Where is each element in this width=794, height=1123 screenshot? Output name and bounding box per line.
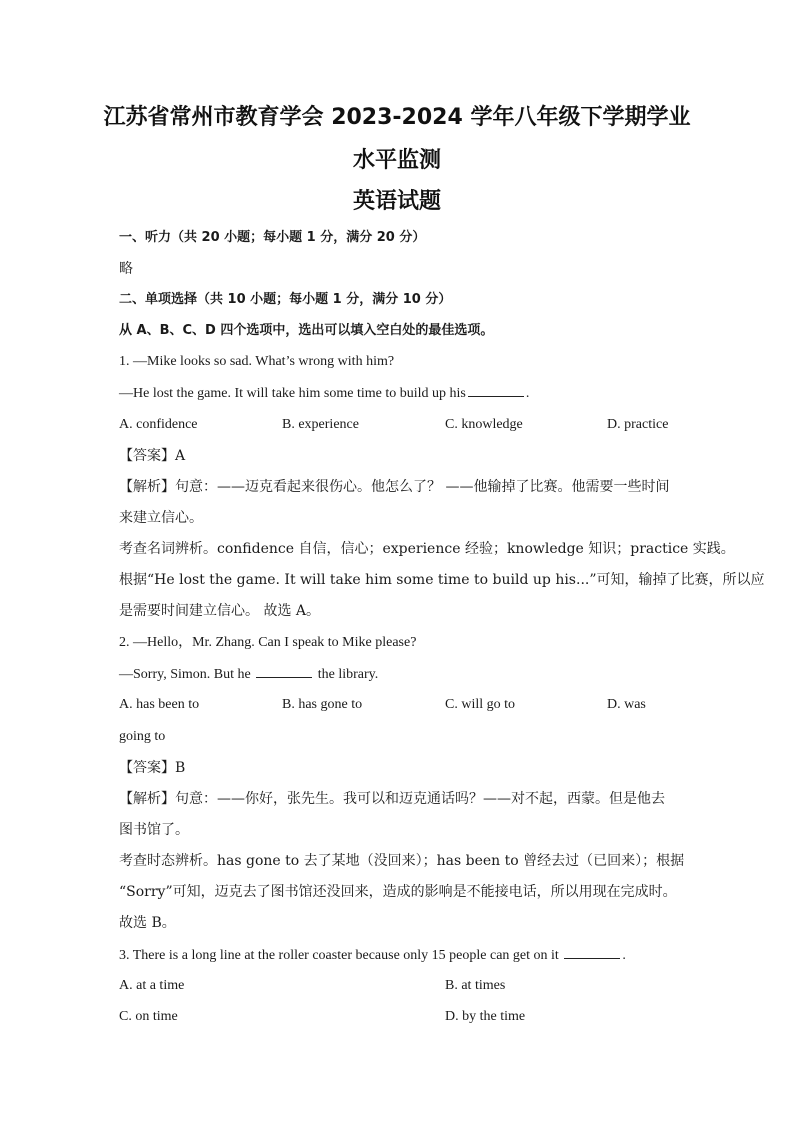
q2-option-c: C. will go to bbox=[445, 697, 516, 712]
exam-title-line2: 水平监测 bbox=[352, 148, 441, 173]
q2-option-a: A. has been to bbox=[119, 697, 200, 712]
q2-analysis-line4: “Sorry”可知，迈克去了图书馆还没回来，造成的影响是不能接电话，所以用现在完成时。 bbox=[119, 884, 677, 900]
q2-analysis-line1: 【解析】句意：——你好，张先生。我可以和迈克通话吗？——对不起，西蒙。但是他去 bbox=[119, 791, 665, 807]
q3-option-d: D. by the time bbox=[445, 1009, 526, 1024]
q2-line2-text: —Sorry, Simon. But he bbox=[119, 667, 251, 682]
q1-analysis-line4: 根据“He lost the game. It will take him some time to build up his...”可知，输掉了比赛，所以应 bbox=[119, 572, 765, 588]
q1-option-a: A. confidence bbox=[119, 417, 198, 432]
q1-line2-end: . bbox=[525, 386, 530, 401]
q1-blank bbox=[468, 383, 524, 397]
exam-subject-title: 英语试题 bbox=[352, 189, 441, 214]
q1-line2 bbox=[119, 383, 529, 404]
q1-line2-text: —He lost the game. It will take him some time to build up his bbox=[119, 386, 466, 401]
exam-title-line1: 江苏省常州市教育学会 2023-2024 学年八年级下学期学业 bbox=[103, 105, 691, 130]
q3-line1-end: . bbox=[622, 948, 626, 963]
listening-section-body: 略 bbox=[119, 261, 133, 277]
q2-answer: 【答案】B bbox=[119, 760, 186, 776]
q2-option-d: D. was bbox=[607, 697, 646, 712]
q2-analysis-line5: 故选 B。 bbox=[119, 915, 176, 931]
choice-instruction: 从 A、B、C、D 四个选项中，选出可以填入空白处的最佳选项。 bbox=[119, 323, 494, 338]
q2-analysis-line2: 图书馆了。 bbox=[119, 822, 189, 838]
q2-line2 bbox=[119, 664, 378, 685]
q1-analysis-line5: 是需要时间建立信心。 故选 A。 bbox=[119, 603, 321, 619]
q2-line1: 2. —Hello，Mr. Zhang. Can I speak to Mike please? bbox=[119, 635, 417, 650]
q2-option-b: B. has gone to bbox=[282, 697, 363, 712]
q1-analysis-line3: 考查名词辨析。confidence 自信，信心；experience 经验；knowledge 知识；practice 实践。 bbox=[119, 541, 735, 557]
q1-line1: 1. —Mike looks so sad. What’s wrong with him? bbox=[119, 354, 395, 369]
q2-option-d-wrap: going to bbox=[119, 729, 166, 744]
q2-blank bbox=[256, 664, 312, 678]
q2-line2-end: the library. bbox=[317, 667, 379, 682]
q1-option-d: D. practice bbox=[607, 417, 669, 432]
q1-answer: 【答案】A bbox=[119, 448, 186, 464]
q1-analysis-line2: 来建立信心。 bbox=[119, 510, 203, 526]
q3-option-c: C. on time bbox=[119, 1009, 178, 1024]
q1-analysis-line1: 【解析】句意：——迈克看起来很伤心。他怎么了？ ——他输掉了比赛。他需要一些时间 bbox=[119, 479, 670, 495]
q1-option-c: C. knowledge bbox=[445, 417, 523, 432]
q3-line1 bbox=[119, 945, 626, 966]
q2-analysis-line3: 考查时态辨析。has gone to 去了某地（没回来）；has been to 曾经去过（已回来）；根据 bbox=[119, 853, 685, 869]
q3-blank bbox=[564, 945, 620, 959]
q3-option-a: A. at a time bbox=[119, 978, 185, 993]
q1-option-b: B. experience bbox=[282, 417, 359, 432]
q3-line1-text: 3. There is a long line at the roller coaster because only 15 people can get on it bbox=[119, 948, 559, 963]
listening-section-header: 一、听力（共 20 小题；每小题 1 分，满分 20 分） bbox=[119, 230, 426, 245]
q3-option-b: B. at times bbox=[445, 978, 506, 993]
choice-section-header: 二、单项选择（共 10 小题；每小题 1 分，满分 10 分） bbox=[119, 292, 452, 307]
